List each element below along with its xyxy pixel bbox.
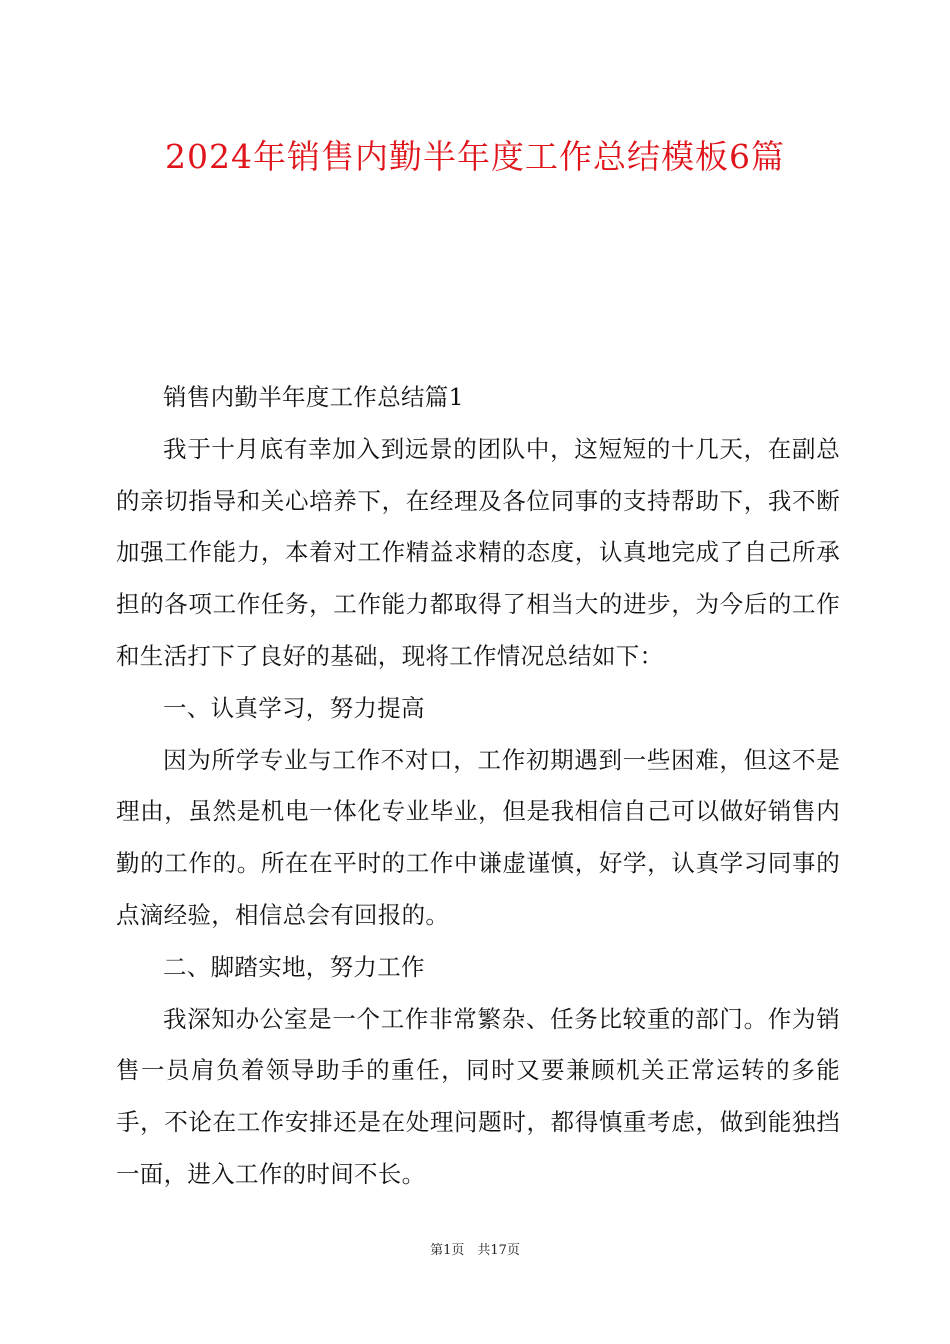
document-title: 2024年销售内勤半年度工作总结模板6篇 — [165, 137, 785, 176]
section-heading-1: 销售内勤半年度工作总结篇1 — [163, 383, 464, 411]
paragraph-intro: 我于十月底有幸加入到远景的团队中，这短短的十几天，在副总的亲切指导和关心培养下，在经理及各位同事的支持帮助下，我不断加强工作能力，本着对工作精益求精的态度，认真地完成了自己所承担的各项工作任务，工作能力都取得了相当大的进步，为今后的工作和生活打下了良好的基础，现将工作情况总结如下： — [116, 434, 840, 670]
subheading-study: 一、认真学习，努力提高 — [163, 693, 425, 722]
subheading-work: 二、脚踏实地，努力工作 — [163, 952, 425, 981]
paragraph-study: 因为所学专业与工作不对口，工作初期遇到一些困难，但这不是理由，虽然是机电一体化专业毕业，但是我相信自己可以做好销售内勤的工作的。所在在平时的工作中谦虚谨慎，好学，认真学习同事的点滴经验，相信总会有回报的。 — [116, 745, 840, 929]
paragraph-work: 我深知办公室是一个工作非常繁杂、任务比较重的部门。作为销售一员肩负着领导助手的重任，同时又要兼顾机关正常运转的多能手，不论在工作安排还是在处理问题时，都得慎重考虑，做到能独挡一面，进入工作的时间不长。 — [116, 1004, 840, 1188]
document-body — [116, 372, 840, 1201]
page-number-footer: 第1页 共17页 — [430, 1243, 520, 1258]
